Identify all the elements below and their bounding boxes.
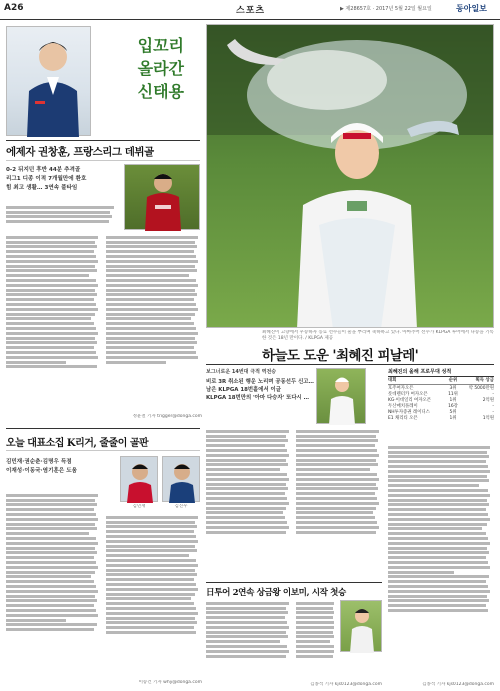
text-line [106,540,198,543]
text-line [296,444,375,447]
text-line [388,489,488,492]
text-line [296,521,377,524]
text-line [6,494,98,497]
text-line [6,609,96,612]
story3-byline: 김종석 기자 kjs0123@donga.com [422,682,494,687]
text-line [206,454,289,457]
text-line [6,595,95,598]
cell: 두산매치플레이 [388,404,418,409]
newspaper-brand: 동아일보 [456,4,487,13]
text-line [6,274,89,277]
story1-kicker: 입꼬리 올라간 신태용 [137,36,184,101]
text-line [106,298,194,301]
page-number: A26 [4,3,24,13]
text-line [106,593,195,596]
story2-body-col1 [6,492,102,686]
ranking-title: 최혜진의 올해 프로무대 성적 [388,368,494,377]
text-line [388,532,486,535]
text-line [106,578,194,581]
text-line [388,556,486,559]
text-line [106,351,196,354]
text-line [6,561,96,564]
text-line [388,518,490,521]
text-line [296,526,379,529]
text-line [388,527,482,530]
story1-byline: 정윤철 기자 trigger@donga.com [132,414,202,419]
rule [206,582,382,583]
text-line [6,614,98,617]
text-line [6,566,98,569]
text-line [296,645,334,648]
text-line [206,487,288,490]
story4-body-col2 [296,600,336,680]
text-line [6,599,97,602]
text-line [6,556,94,559]
player-photo [124,164,200,230]
text-line [6,308,98,311]
text-line [206,473,287,476]
col-prize: 획득 상금 [460,376,494,385]
text-line [388,547,487,550]
text-line [6,293,97,296]
text-line [206,478,289,481]
text-line [206,507,286,510]
text-line [296,468,370,471]
story4-headline: 日투어 2연속 상금왕 이보미, 시작 첫승 [206,588,346,598]
text-line [206,616,285,619]
text-line [6,590,98,593]
cell: 약 5000만원 [468,386,494,391]
text-line [296,616,333,619]
text-line [296,621,334,624]
text-line [296,478,379,481]
text-line [6,303,96,306]
story1-headline: 에제자 권창훈, 프랑스리그 데뷔골 [6,146,154,158]
photo-caption-2: 김진우 [174,504,188,509]
text-line [6,523,95,526]
text-line [388,590,490,593]
text-line [6,542,98,545]
text-line [206,631,286,634]
coach-photo [6,26,91,136]
text-line [296,454,379,457]
text-line [106,530,194,533]
rule [6,160,200,161]
story3-deck: 비로 3R 취소된 행운 노리며 공동선두 신고… 남은 KLPGA 18번홀에서 이글 KLPGA 18번만의 '아마 다승자' 또다시 … [206,379,314,401]
text-line [206,483,286,486]
text-line [206,444,285,447]
cell: 5위 [449,410,457,415]
story4-body-col1 [206,600,292,680]
text-line [388,484,479,487]
text-line [106,554,189,557]
text-line [296,655,333,658]
section-name: 스포츠 [236,6,266,16]
text-line [388,542,490,545]
text-line [106,356,198,359]
text-line [6,284,98,287]
cell: 1억원 [482,416,494,421]
text-line [6,551,97,554]
text-line [106,346,194,349]
text-line [206,511,283,514]
text-line [106,569,195,572]
text-line [106,245,197,248]
text-line [296,626,334,629]
text-line [6,250,94,253]
story3-body-col1 [206,428,292,578]
text-line [206,626,289,629]
text-line [296,611,334,614]
text-line [6,245,97,248]
story1-body [6,204,118,232]
text-line [6,337,95,340]
text-line [206,526,289,529]
cell: 3위 [449,386,457,391]
text-line [6,623,97,626]
text-line [296,463,378,466]
text-line [6,322,94,325]
text-line [6,356,98,359]
photo-caption-1: 김민재 [132,504,146,509]
text-line [388,460,486,463]
ranking-table [388,376,494,421]
text-line [206,621,287,624]
text-line [106,516,198,519]
text-line [6,332,98,335]
text-line [388,551,489,554]
text-line [296,640,330,643]
text-line [6,220,109,223]
text-line [296,635,334,638]
text-line [296,507,376,510]
text-line [296,531,376,534]
text-line [6,580,94,583]
text-line [388,566,490,569]
story1-body-col2 [106,234,202,414]
text-line [388,513,488,516]
text-line [206,459,286,462]
text-line [106,521,195,524]
text-line [388,479,489,482]
text-line [6,327,96,330]
text-line [296,492,375,495]
text-line [6,604,94,607]
text-line [6,513,96,516]
text-line [106,332,198,335]
text-line [106,284,198,287]
text-line [206,521,287,524]
text-line [6,215,112,218]
text-line [388,604,486,607]
story1-body-col1 [6,234,102,422]
text-line [6,503,97,506]
text-line [388,537,488,540]
text-line [106,621,197,624]
cell: 1위 [449,416,457,421]
text-line [296,502,379,505]
text-line [6,547,95,550]
text-line [6,289,95,292]
text-line [206,435,286,438]
story3-body-col2 [296,428,382,578]
story2-body-col2 [106,514,202,680]
text-line [296,449,377,452]
text-line [296,650,334,653]
text-line [106,631,196,634]
rule [6,428,200,429]
text-line [106,308,198,311]
text-line [106,607,196,610]
text-line [6,499,95,502]
rule [6,140,200,141]
text-line [6,571,95,574]
text-line [6,508,94,511]
text-line [6,585,96,588]
text-line [388,475,487,478]
text-line [106,597,191,600]
table-row [388,415,494,421]
text-line [388,451,487,454]
text-line [206,516,285,519]
text-line [6,317,91,320]
text-line [388,455,489,458]
text-line [206,502,289,505]
text-line [6,351,96,354]
rule [6,450,200,451]
text-line [106,602,194,605]
text-line [6,518,98,521]
text-line [6,279,96,282]
text-line [388,494,490,497]
text-line [388,499,487,502]
text-line [106,303,196,306]
issue-meta: ▶ 제28657호 · 2017년 5월 22일 월요일 [340,6,432,12]
text-line [206,640,280,643]
rule [206,364,494,365]
text-line [206,463,288,466]
text-line [6,313,95,316]
cell: 2억원 [482,398,494,403]
text-line [106,322,194,325]
text-line [6,619,66,622]
story2-deck: 김민재·권순춘·김명우 득점 이재성·이동국·염기훈은 도움 [6,459,78,474]
cell: KG·이데일리 여자오픈 [388,398,432,403]
text-line [106,274,189,277]
text-line [206,497,287,500]
text-line [206,650,289,653]
text-line [296,607,333,610]
cell: E1 채리티 오픈 [388,416,418,421]
golfer-inset-photo [316,368,366,424]
text-line [388,599,489,602]
text-line [106,564,198,567]
story4-byline: 김종석 기자 kjs0123@donga.com [310,682,382,687]
text-line [206,449,287,452]
text-line [6,265,95,268]
text-line [388,595,487,598]
text-line [106,573,197,576]
text-line [388,571,454,574]
cell: 16강 [448,404,458,409]
cell: - [492,391,494,397]
text-line [296,602,334,605]
text-line [6,365,97,368]
text-line [106,313,195,316]
text-line [6,537,96,540]
text-line [106,617,195,620]
text-line [106,250,194,253]
cell: - [492,409,494,415]
text-line [296,435,376,438]
text-line [6,206,114,209]
text-line [388,575,489,578]
text-line [6,341,97,344]
text-line [296,473,377,476]
text-line [206,655,286,658]
text-line [206,602,289,605]
text-line [106,289,195,292]
cell: 롯데렌터카 여자오픈 [388,392,428,397]
text-line [106,337,195,340]
col-event: 대회 [388,376,446,385]
player-photo-2 [162,456,200,502]
cell: - [492,403,494,409]
text-line [106,583,196,586]
text-line [106,612,198,615]
text-line [106,559,196,562]
text-line [296,439,378,442]
text-line [106,241,195,244]
story2-byline: 이승건 기자 why@donga.com [138,680,202,685]
text-line [106,236,198,239]
text-line [388,523,487,526]
text-line [6,241,95,244]
col-rank: 순위 [446,376,459,385]
text-line [106,269,197,272]
text-line [106,279,196,282]
text-line [206,439,288,442]
text-line [206,607,286,610]
cell: 1위 [449,398,457,403]
golfer-photo-2 [340,600,382,652]
text-line [106,626,194,629]
text-line [106,361,166,364]
text-line [296,516,375,519]
text-line [106,535,196,538]
text-line [388,580,486,583]
player-photo-1 [120,456,158,502]
text-line [106,549,197,552]
story3-headline: 하늘도 도운 '최혜진 피날레' [262,348,419,364]
text-line [206,611,288,614]
text-line [296,430,379,433]
text-line [6,532,89,535]
text-line [206,531,286,534]
text-line [106,255,196,258]
text-line [106,327,196,330]
text-line [296,631,333,634]
text-line [206,468,280,471]
text-line [388,470,490,473]
text-line [106,260,198,263]
text-line [388,585,488,588]
text-line [388,609,488,612]
text-line [206,430,289,433]
text-line [388,465,488,468]
text-line [296,497,377,500]
main-golf-photo [206,24,494,328]
text-line [106,317,191,320]
text-line [106,525,197,528]
text-line [6,255,96,258]
text-line [106,265,195,268]
story2-headline: 오늘 대표소집 K리거, 줄줄이 골판 [6,438,149,449]
text-line [6,575,91,578]
text-line [388,446,490,449]
text-line [6,346,94,349]
ranking-body [388,444,494,680]
text-line [6,527,97,530]
text-line [6,361,66,364]
text-line [296,511,373,514]
main-photo-caption: 최혜진이 고향에서 우승하자 동료 선수들이 물을 뿌리며 축하하고 있다. 아마추어 선수가 KLPGA 투어에서 다승을 기록한 것은 18년 만이다. / KLPGA 제공 [262,330,494,341]
cell: 호주여자오픈 [388,386,414,391]
text-line [388,503,489,506]
cell: 11위 [448,392,458,397]
cell: NH투자증권 레이디스 [388,410,430,415]
text-line [6,211,110,214]
text-line [106,545,195,548]
text-line [206,645,287,648]
text-line [296,459,376,462]
story1-deck: 0-2 뒤지던 후반 44분 추격골 리그1 디종 이적 7개월만에 환호 힘 최고 생활… 3연속 풀타임 [6,167,87,191]
text-line [296,483,376,486]
text-line [106,588,198,591]
text-line [206,492,285,495]
text-line [6,628,94,631]
text-line [6,236,98,239]
text-line [6,269,97,272]
text-line [6,298,94,301]
text-line [296,487,378,490]
table-header-row [388,376,494,385]
text-line [388,508,486,511]
story3-kicker-line: 보그너로운 14번대 극적 역전승 [206,369,277,375]
text-line [206,635,288,638]
text-line [106,293,197,296]
text-line [388,561,488,564]
text-line [6,260,98,263]
text-line [106,341,197,344]
